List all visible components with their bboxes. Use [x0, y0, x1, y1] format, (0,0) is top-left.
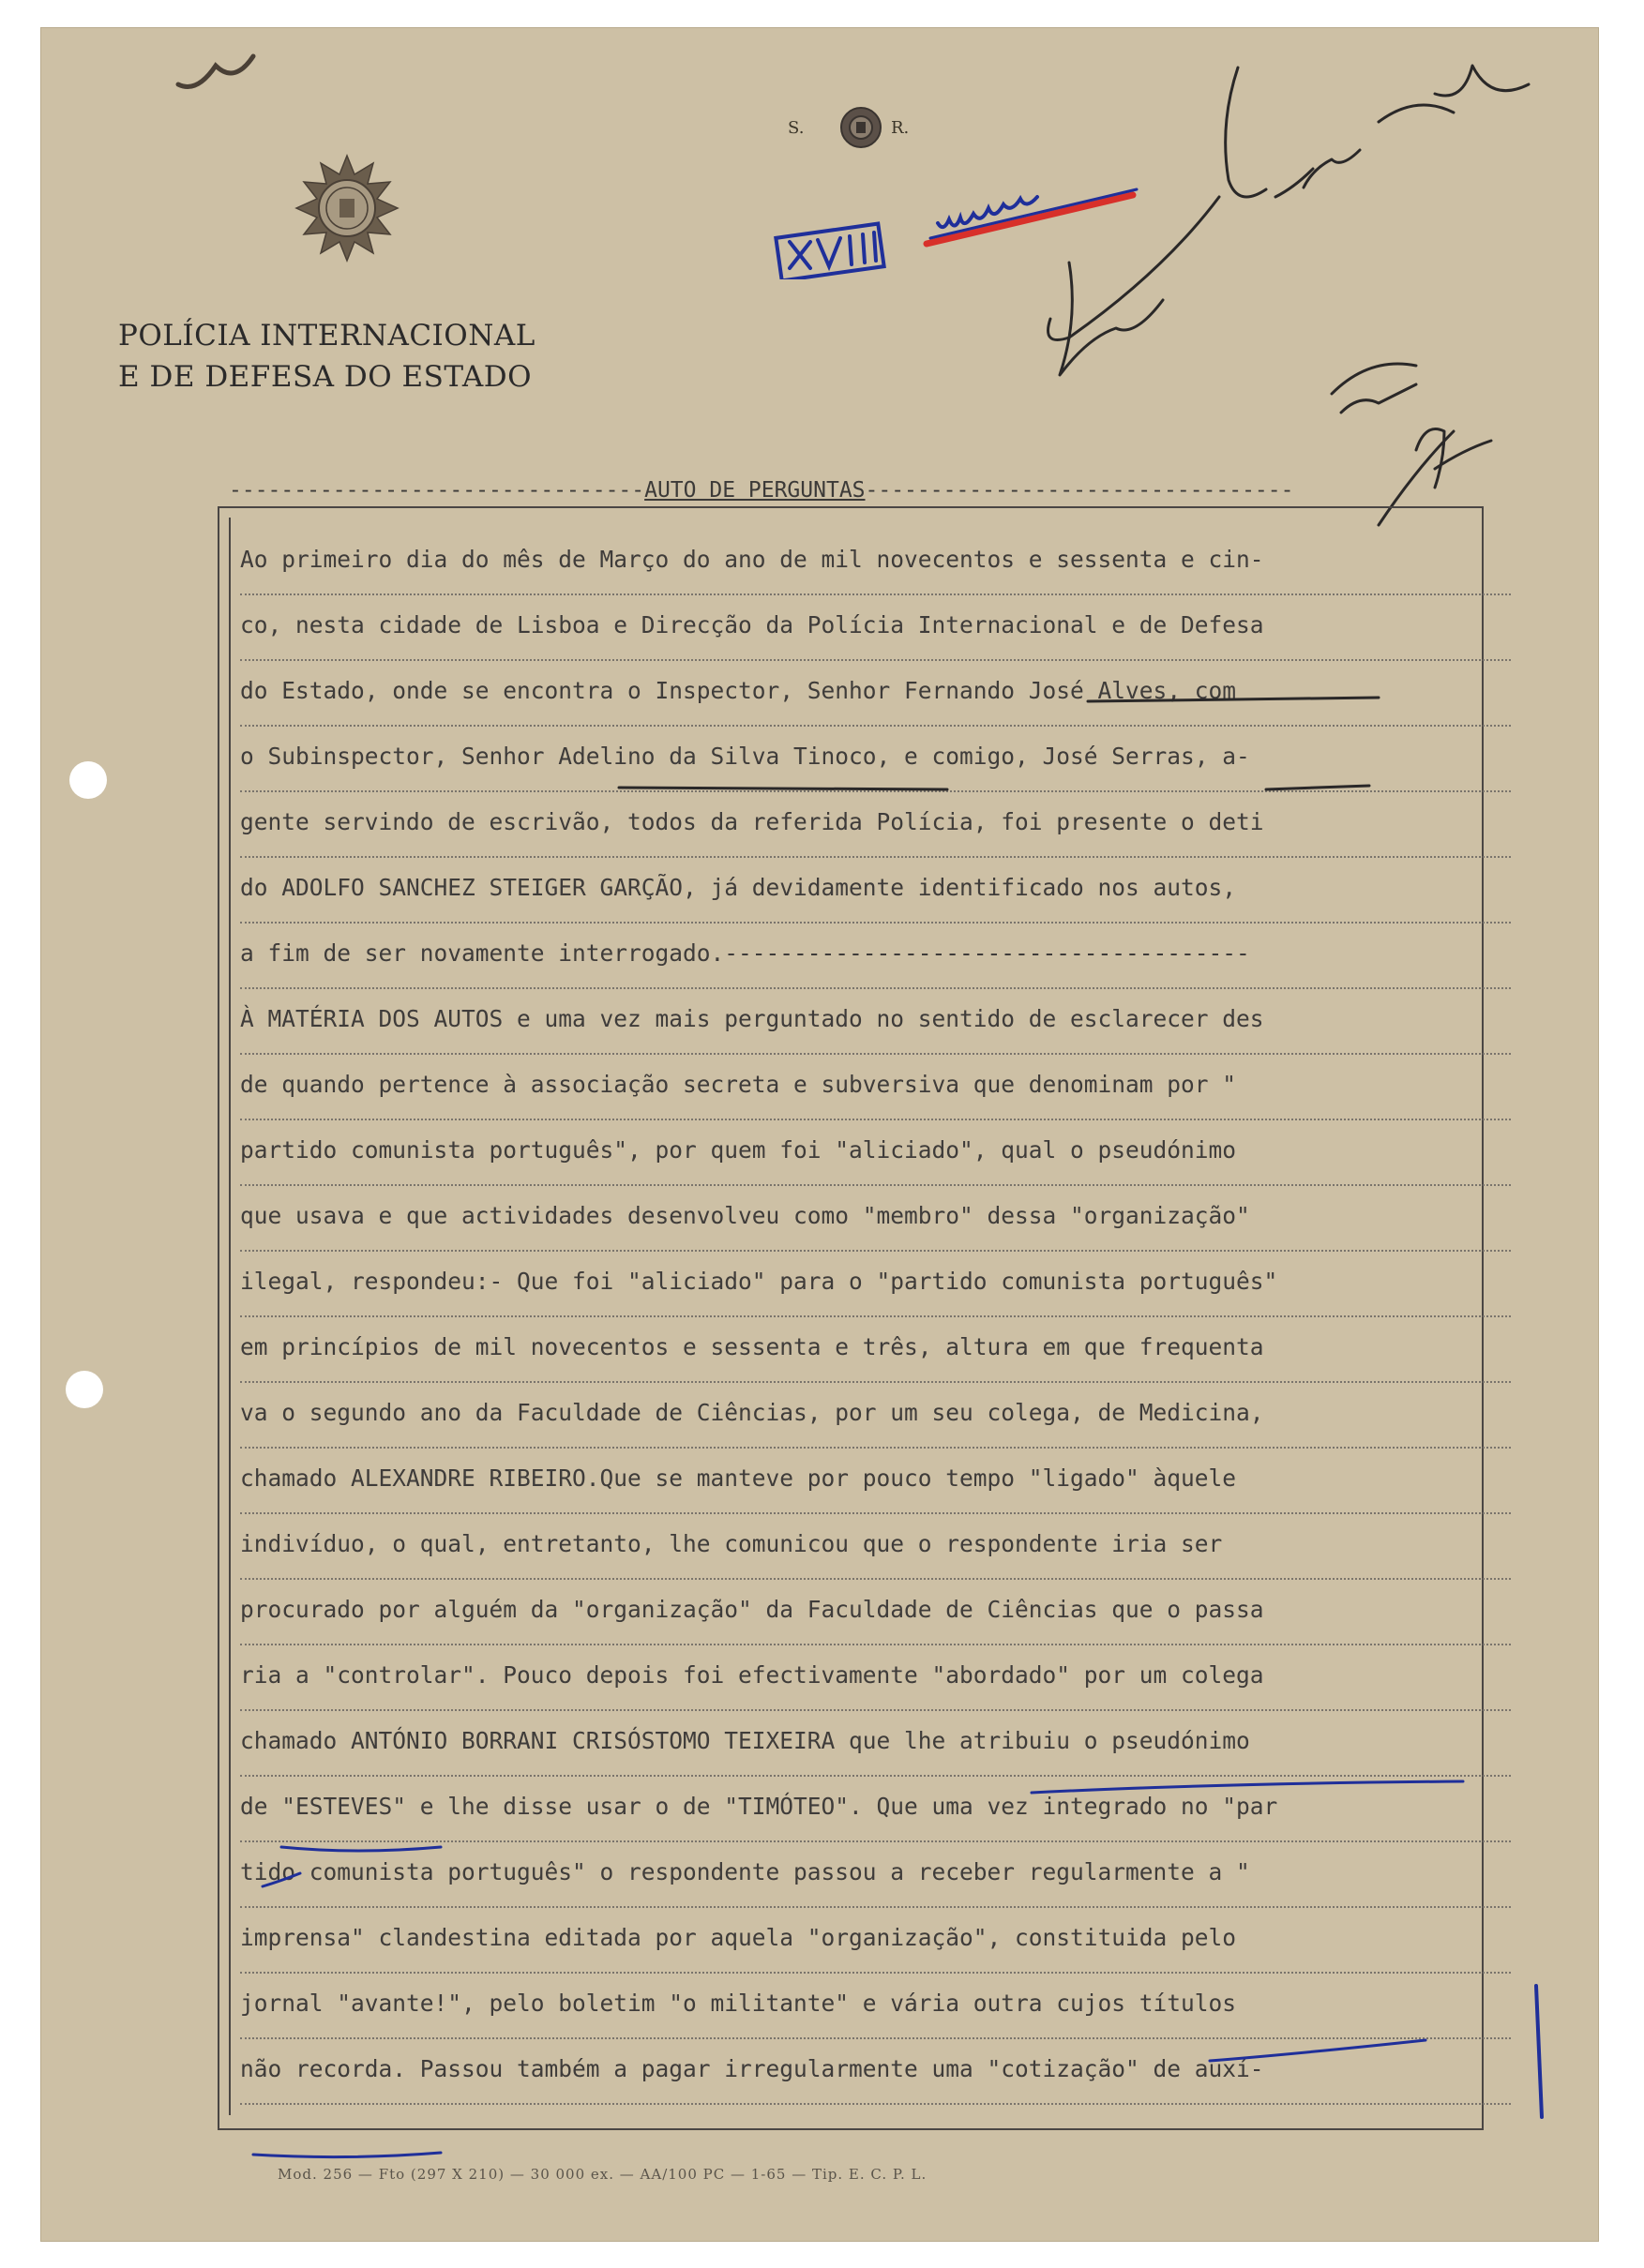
statement-line: o Subinspector, Senhor Adelino da Silva Tinoco, e comigo, José Serras, a-	[240, 727, 1511, 792]
statement-line: que usava e que actividades desenvolveu como "membro" dessa "organização"	[240, 1186, 1511, 1252]
agency-name-line2: E DE DEFESA DO ESTADO	[118, 360, 533, 394]
statement-line: não recorda. Passou também a pagar irregularmente uma "cotização" de auxí-	[240, 2039, 1511, 2105]
statement-line: do ADOLFO SANCHEZ STEIGER GARÇÃO, já devidamente identificado nos autos,	[240, 858, 1511, 924]
statement-line: chamado ANTÓNIO BORRANI CRISÓSTOMO TEIXEIRA que lhe atribuiu o pseudónimo	[240, 1711, 1511, 1777]
statement-line: ilegal, respondeu:- Que foi "aliciado" para o "partido comunista português"	[240, 1252, 1511, 1317]
statement-body	[240, 530, 1511, 2105]
statement-line: tido comunista português" o respondente passou a receber regularmente a "	[240, 1842, 1511, 1908]
statement-line: À MATÉRIA DOS AUTOS e uma vez mais perguntado no sentido de esclarecer des	[240, 989, 1511, 1055]
police-emblem-icon	[291, 152, 403, 264]
statement-line: de "ESTEVES" e lhe disse usar o de "TIMÓTEO". Que uma vez integrado no "par	[240, 1777, 1511, 1842]
statement-line: Ao primeiro dia do mês de Março do ano de mil novecentos e sessenta e cin-	[240, 530, 1511, 595]
statement-line: chamado ALEXANDRE RIBEIRO.Que se manteve por pouco tempo "ligado" àquele	[240, 1449, 1511, 1514]
agency-name-line1: POLÍCIA INTERNACIONAL	[118, 319, 535, 353]
punch-hole-top	[69, 761, 107, 799]
statement-line: imprensa" clandestina editada por aquela "organização", constituida pelo	[240, 1908, 1511, 1974]
statement-line: do Estado, onde se encontra o Inspector, Senhor Fernando José Alves, com	[240, 661, 1511, 727]
statement-line: va o segundo ano da Faculdade de Ciências, por um seu colega, de Medicina,	[240, 1383, 1511, 1449]
statement-line: de quando pertence à associação secreta e subversiva que denominam por "	[240, 1055, 1511, 1120]
republic-seal-icon	[838, 105, 883, 150]
statement-line: ria a "controlar". Pouco depois foi efectivamente "abordado" por um colega	[240, 1645, 1511, 1711]
document-title-row: --------------------------------AUTO DE PERGUNTAS---------------------------------	[229, 478, 1294, 503]
form-imprint: Mod. 256 — Fto (297 X 210) — 30 000 ex. — AA/100 PC — 1-65 — Tip. E. C. P. L.	[278, 2166, 928, 2183]
statement-margin-rule	[229, 518, 231, 2115]
seal-letter-r: R.	[891, 118, 910, 138]
statement-line: a fim de ser novamente interrogado.--------------------------------------	[240, 924, 1511, 989]
seal-letter-s: S.	[788, 118, 805, 138]
statement-line: partido comunista português", por quem foi "aliciado", qual o pseudónimo	[240, 1120, 1511, 1186]
punch-hole-bottom	[66, 1371, 103, 1408]
statement-line: co, nesta cidade de Lisboa e Direcção da Polícia Internacional e de Defesa	[240, 595, 1511, 661]
statement-line: gente servindo de escrivão, todos da referida Polícia, foi presente o deti	[240, 792, 1511, 858]
handwritten-signatures	[1022, 56, 1547, 544]
statement-line: jornal "avante!", pelo boletim "o militante" e vária outra cujos títulos	[240, 1974, 1511, 2039]
document-title: AUTO DE PERGUNTAS	[644, 478, 866, 503]
statement-line: indivíduo, o qual, entretanto, lhe comunicou que o respondente iria ser	[240, 1514, 1511, 1580]
statement-line: em princípios de mil novecentos e sessenta e três, altura em que frequenta	[240, 1317, 1511, 1383]
agency-name	[118, 315, 535, 398]
statement-line: procurado por alguém da "organização" da Faculdade de Ciências que o passa	[240, 1580, 1511, 1645]
